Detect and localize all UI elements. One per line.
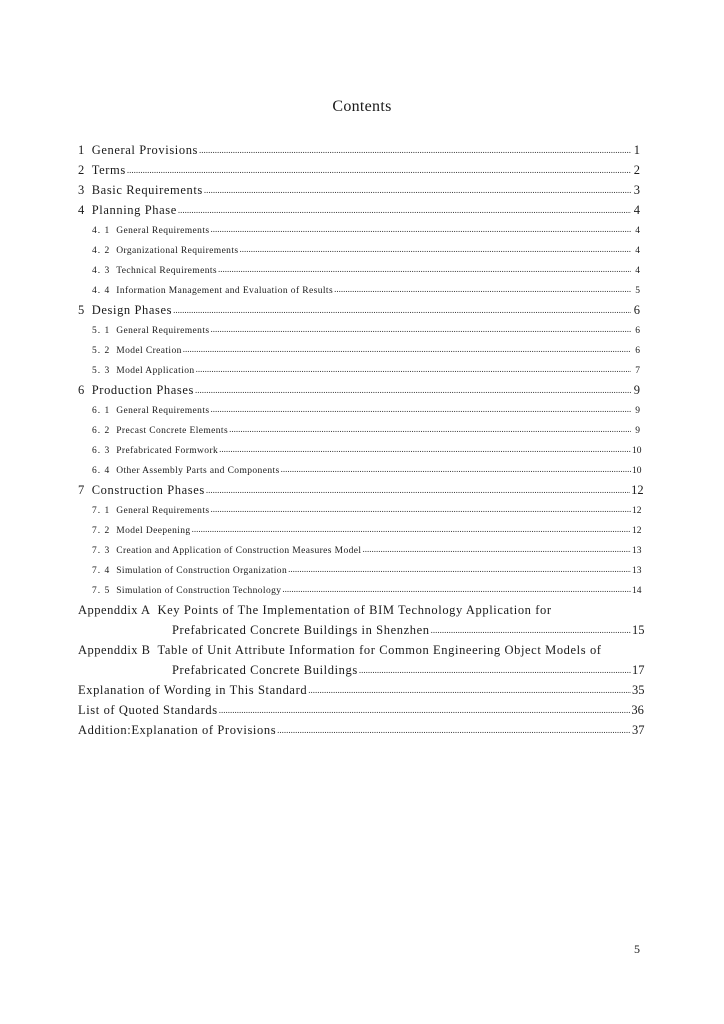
toc-entry-number: 1 — [78, 143, 85, 157]
toc-entry-page: 10 — [632, 446, 642, 456]
toc-entry-page: 6 — [635, 346, 640, 356]
dot-leader — [210, 319, 631, 339]
toc-entry-title: Terms — [91, 163, 126, 177]
toc-entry-3[interactable] — [78, 180, 640, 200]
dot-leader — [210, 219, 631, 239]
toc-entry-title: Construction Phases — [91, 483, 205, 497]
dot-leader — [239, 239, 631, 259]
dot-leader — [229, 419, 631, 439]
toc-entry-page: 5 — [635, 286, 640, 296]
toc-entry-page: 7 — [635, 366, 640, 376]
toc-entry-number: 5. 2 — [92, 346, 111, 356]
toc-entry-6-4[interactable] — [78, 460, 640, 480]
dot-leader — [359, 660, 631, 680]
toc-appendix-a-continued[interactable] — [78, 620, 645, 640]
toc-entry-page: 15 — [632, 623, 645, 637]
toc-entry-page: 9 — [635, 426, 640, 436]
toc-entry-5-1[interactable] — [78, 320, 640, 340]
toc-entry-title: Explanation of Wording in This Standard — [78, 683, 308, 697]
toc-entry-number: 7. 5 — [92, 586, 111, 596]
toc-entry-6-2[interactable] — [78, 420, 640, 440]
toc-entry-title: Precast Concrete Elements — [116, 426, 229, 436]
toc-entry-number: 6. 2 — [92, 426, 111, 436]
toc-entry-4-4[interactable] — [78, 280, 640, 300]
toc-entry-page: 12 — [632, 506, 642, 516]
toc-appendix-title-line1: Table of Unit Attribute Information for Common Engineering Object Models of — [157, 643, 602, 657]
toc-entry-title: General Requirements — [116, 226, 210, 236]
toc-entry-number: 4. 3 — [92, 266, 111, 276]
toc-appendix-label: Appenddix A — [78, 603, 151, 617]
dot-leader — [199, 140, 631, 160]
toc-entry-title: List of Quoted Standards — [78, 703, 218, 717]
dot-leader — [362, 539, 631, 559]
toc-entry-7-3[interactable] — [78, 540, 640, 560]
toc-appendix-title-line2: Prefabricated Concrete Buildings — [172, 663, 358, 677]
toc-entry-number: 4. 2 — [92, 246, 111, 256]
dot-leader — [281, 459, 631, 479]
toc-entry-number: 4 — [78, 203, 85, 217]
toc-entry-page: 35 — [632, 683, 645, 697]
toc-entry-page: 6 — [633, 303, 640, 317]
toc-entry-7-5[interactable] — [78, 580, 640, 600]
toc-entry-page: 9 — [633, 383, 640, 397]
dot-leader — [288, 559, 631, 579]
toc-entry-title: Model Application — [116, 366, 195, 376]
dot-leader — [282, 579, 631, 599]
toc-appendix-title-line2: Prefabricated Concrete Buildings in Shenzhen — [172, 623, 430, 637]
toc-entry-number: 6. 3 — [92, 446, 111, 456]
toc-entry-title: Technical Requirements — [116, 266, 217, 276]
toc-entry-page: 1 — [633, 143, 640, 157]
toc-entry-page: 4 — [635, 226, 640, 236]
toc-entry-title: Organizational Requirements — [116, 246, 239, 256]
toc-entry-page: 13 — [632, 566, 642, 576]
dot-leader — [173, 300, 631, 320]
toc-entry-1[interactable] — [78, 140, 640, 160]
toc-entry-number: 7. 3 — [92, 546, 111, 556]
toc-entry-5-3[interactable] — [78, 360, 640, 380]
toc-entry-title: General Requirements — [116, 506, 210, 516]
toc-entry-title: Addition:Explanation of Provisions — [78, 723, 277, 737]
toc-entry-title: Simulation of Construction Organization — [116, 566, 288, 576]
toc-entry-quoted-standards[interactable] — [78, 700, 644, 720]
toc-appendix-b-continued[interactable] — [78, 660, 645, 680]
toc-entry-title: Model Creation — [116, 346, 182, 356]
toc-entry-number: 6 — [78, 383, 85, 397]
dot-leader — [431, 620, 631, 640]
toc-entry-title: Design Phases — [91, 303, 173, 317]
dot-leader — [210, 399, 631, 419]
toc-entry-page: 36 — [631, 703, 644, 717]
toc-appendix-b[interactable] — [78, 640, 640, 660]
toc-entry-7-2[interactable] — [78, 520, 640, 540]
toc-entry-title: Creation and Application of Construction Measures Model — [116, 546, 362, 556]
dot-leader — [210, 499, 631, 519]
toc-entry-2[interactable] — [78, 160, 640, 180]
toc-entry-7-4[interactable] — [78, 560, 640, 580]
toc-entry-number: 7. 4 — [92, 566, 111, 576]
toc-entry-title: Basic Requirements — [91, 183, 203, 197]
toc-entry-4-1[interactable] — [78, 220, 640, 240]
page-number: 5 — [634, 942, 640, 956]
toc-entry-page: 2 — [633, 163, 640, 177]
toc-entry-title: Simulation of Construction Technology — [116, 586, 282, 596]
toc-entry-number: 2 — [78, 163, 85, 177]
toc-entry-number: 7. 2 — [92, 526, 111, 536]
toc-entry-title: General Provisions — [91, 143, 199, 157]
toc-entry-4-2[interactable] — [78, 240, 640, 260]
toc-entry-title: Planning Phase — [91, 203, 177, 217]
toc-appendix-title-line1: Key Points of The Implementation of BIM Technology Application for — [157, 603, 552, 617]
toc-entry-title: General Requirements — [116, 326, 210, 336]
toc-appendix-a[interactable] — [78, 600, 640, 620]
toc-entry-5[interactable] — [78, 300, 640, 320]
toc-entry-title: Information Management and Evaluation of Results — [116, 286, 334, 296]
toc-entry-provisions-explanation[interactable] — [78, 720, 645, 740]
toc-entry-page: 4 — [635, 266, 640, 276]
dot-leader — [219, 700, 631, 720]
dot-leader — [206, 480, 630, 500]
toc-entry-number: 6. 4 — [92, 466, 111, 476]
toc-entry-number: 5 — [78, 303, 85, 317]
toc-entry-page: 9 — [635, 406, 640, 416]
toc-entry-page: 4 — [635, 246, 640, 256]
dot-leader — [195, 380, 631, 400]
dot-leader — [183, 339, 631, 359]
toc-entry-page: 10 — [632, 466, 642, 476]
toc-entry-title: Production Phases — [91, 383, 194, 397]
dot-leader — [127, 160, 631, 180]
dot-leader — [204, 180, 631, 200]
toc-entry-5-2[interactable] — [78, 340, 640, 360]
toc-entry-page: 12 — [631, 483, 644, 497]
toc-entry-number: 7. 1 — [92, 506, 111, 516]
toc-entry-title: General Requirements — [116, 406, 210, 416]
toc-entry-6[interactable] — [78, 380, 640, 400]
toc-entry-page: 17 — [632, 663, 645, 677]
dot-leader — [218, 259, 631, 279]
dot-leader — [277, 720, 631, 740]
toc-entry-6-1[interactable] — [78, 400, 640, 420]
toc-entry-page: 37 — [632, 723, 645, 737]
toc-entry-4-3[interactable] — [78, 260, 640, 280]
toc-entry-title: Other Assembly Parts and Components — [116, 466, 280, 476]
toc-entry-number: 7 — [78, 483, 85, 497]
toc-entry-7[interactable] — [78, 480, 644, 500]
toc-entry-7-1[interactable] — [78, 500, 640, 520]
toc-entry-page: 14 — [632, 586, 642, 596]
dot-leader — [219, 439, 631, 459]
toc-entry-page: 3 — [633, 183, 640, 197]
dot-leader — [334, 279, 631, 299]
toc-entry-6-3[interactable] — [78, 440, 640, 460]
toc-entry-page: 4 — [633, 203, 640, 217]
toc-entry-number: 3 — [78, 183, 85, 197]
toc-entry-page: 6 — [635, 326, 640, 336]
toc-entry-number: 4. 1 — [92, 226, 111, 236]
dot-leader — [192, 519, 631, 539]
toc-appendix-label: Appenddix B — [78, 643, 151, 657]
dot-leader — [178, 200, 631, 220]
toc-entry-number: 6. 1 — [92, 406, 111, 416]
toc-entry-4[interactable] — [78, 200, 640, 220]
toc-entry-number: 5. 3 — [92, 366, 111, 376]
toc-entry-number: 5. 1 — [92, 326, 111, 336]
toc-entry-wording-explanation[interactable] — [78, 680, 645, 700]
dot-leader — [196, 359, 631, 379]
toc-entry-title: Model Deepening — [116, 526, 191, 536]
toc-entry-page: 12 — [632, 526, 642, 536]
toc-entry-number: 4. 4 — [92, 286, 111, 296]
dot-leader — [308, 680, 631, 700]
page-title: Contents — [332, 98, 392, 115]
toc-entry-title: Prefabricated Formwork — [116, 446, 219, 456]
table-of-contents — [78, 140, 645, 740]
toc-entry-page: 13 — [632, 546, 642, 556]
